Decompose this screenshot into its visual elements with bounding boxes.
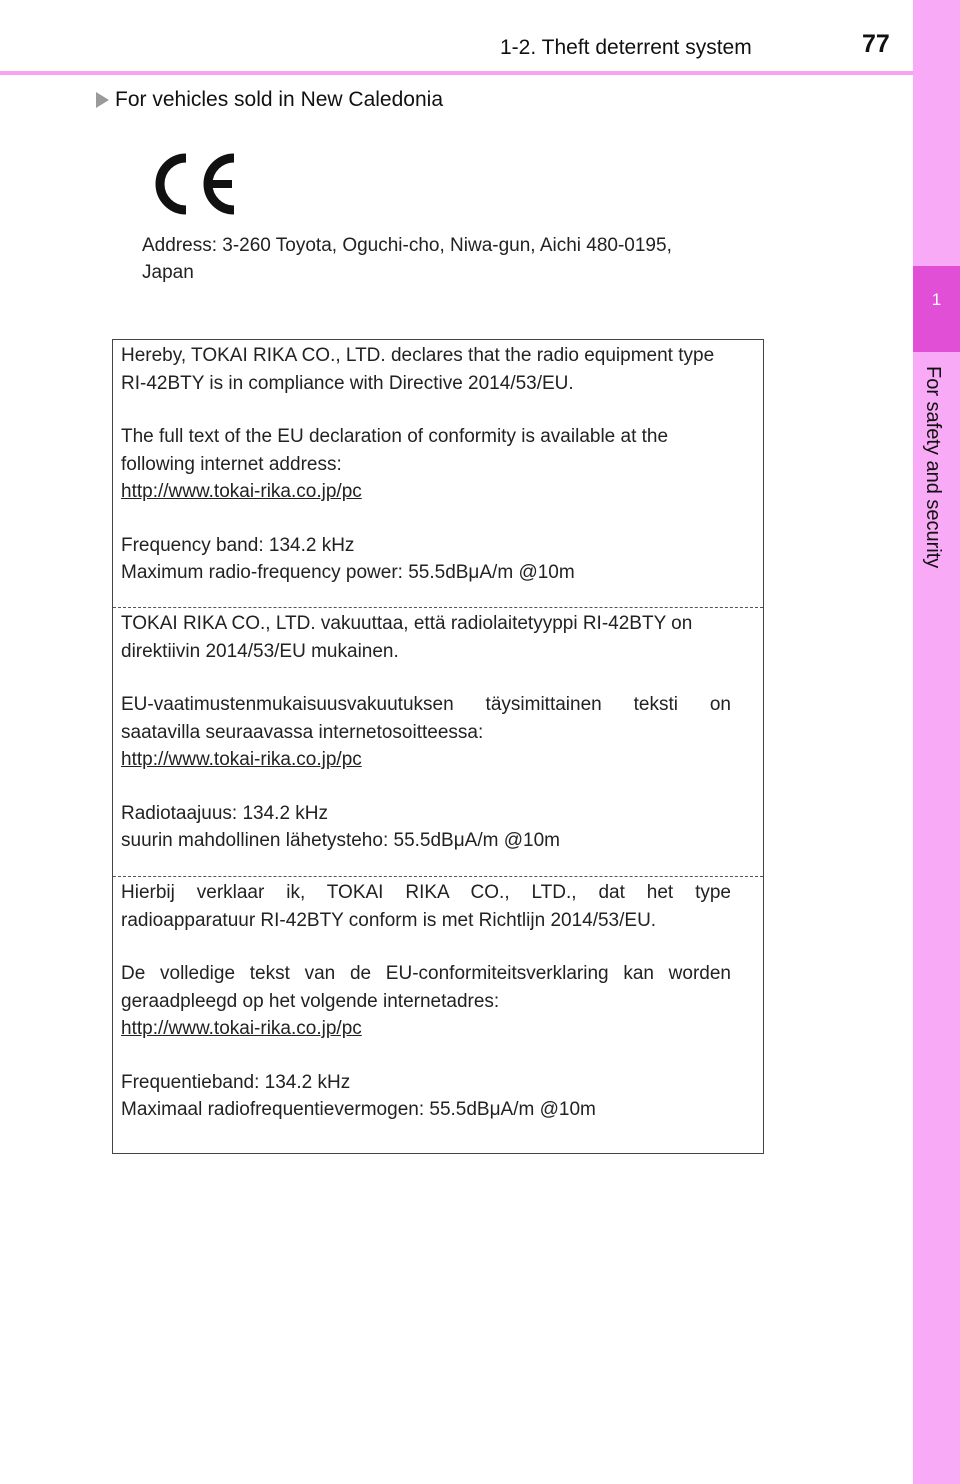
fulltext-line-2: saatavilla seuraavassa internetosoitteessa: <box>121 721 484 743</box>
max-power: Maximaal radiofrequentievermogen: 55.5dBμA/m @10m <box>121 1099 596 1120</box>
section-heading-text: For vehicles sold in New Caledonia <box>115 88 443 111</box>
frequency-band: Frequency band: 134.2 kHz <box>121 534 355 556</box>
max-power: suurin mahdollinen lähetysteho: 55.5dBμA/m @10m <box>121 830 560 851</box>
address-line-1: Address: 3-260 Toyota, Oguchi-cho, Niwa-gun, Aichi 480-0195, <box>142 235 672 256</box>
triangle-bullet-icon <box>96 92 109 108</box>
manufacturer-address <box>142 232 672 286</box>
side-tab <box>913 0 960 1484</box>
statement-line-1: TOKAI RIKA CO., LTD. vakuuttaa, että radiolaitetyyppi RI-42BTY on <box>121 613 693 634</box>
fulltext-line-1: The full text of the EU declaration of conformity is available at the <box>121 426 669 447</box>
ce-mark-icon <box>150 152 242 216</box>
declaration-url-link[interactable]: http://www.tokai-rika.co.jp/pc <box>121 1018 362 1039</box>
statement-line-2: direktiivin 2014/53/EU mukainen. <box>121 640 399 662</box>
statement-line-2: RI-42BTY is in compliance with Directive 2014/53/EU. <box>121 372 574 394</box>
page-number: 77 <box>862 30 890 58</box>
statement-line-2: radioapparatuur RI-42BTY conform is met Richtlijn 2014/53/EU. <box>121 909 657 931</box>
declaration-dutch <box>113 879 763 1124</box>
section-heading <box>96 88 443 112</box>
chapter-title: For safety and security <box>922 366 944 569</box>
declaration-url-link[interactable]: http://www.tokai-rika.co.jp/pc <box>121 749 362 770</box>
statement-line-1: Hierbij verklaar ik, TOKAI RIKA CO., LTD., dat het type <box>121 882 731 903</box>
section-divider <box>113 607 763 608</box>
max-power: Maximum radio-frequency power: 55.5dBμA/m @10m <box>121 562 575 583</box>
section-title: 1-2. Theft deterrent system <box>500 36 752 59</box>
fulltext-line-1: EU-vaatimustenmukaisuusvakuutuksen täysimittainen teksti on <box>121 694 731 715</box>
chapter-number: 1 <box>931 290 942 309</box>
fulltext-line-2: geraadpleegd op het volgende internetadres: <box>121 990 500 1012</box>
frequency-band: Radiotaajuus: 134.2 kHz <box>121 802 329 824</box>
declaration-english <box>113 342 763 587</box>
fulltext-line-1: De volledige tekst van de EU-conformiteitsverklaring kan worden <box>121 963 731 984</box>
declaration-finnish <box>113 610 763 855</box>
declaration-url-link[interactable]: http://www.tokai-rika.co.jp/pc <box>121 481 362 502</box>
frequency-band: Frequentieband: 134.2 kHz <box>121 1071 351 1093</box>
fulltext-line-2: following internet address: <box>121 453 342 475</box>
address-line-2: Japan <box>142 262 194 283</box>
section-divider <box>113 876 763 877</box>
statement-line-1: Hereby, TOKAI RIKA CO., LTD. declares that the radio equipment type <box>121 345 715 366</box>
header-divider <box>0 71 914 75</box>
declaration-box <box>112 339 764 1154</box>
